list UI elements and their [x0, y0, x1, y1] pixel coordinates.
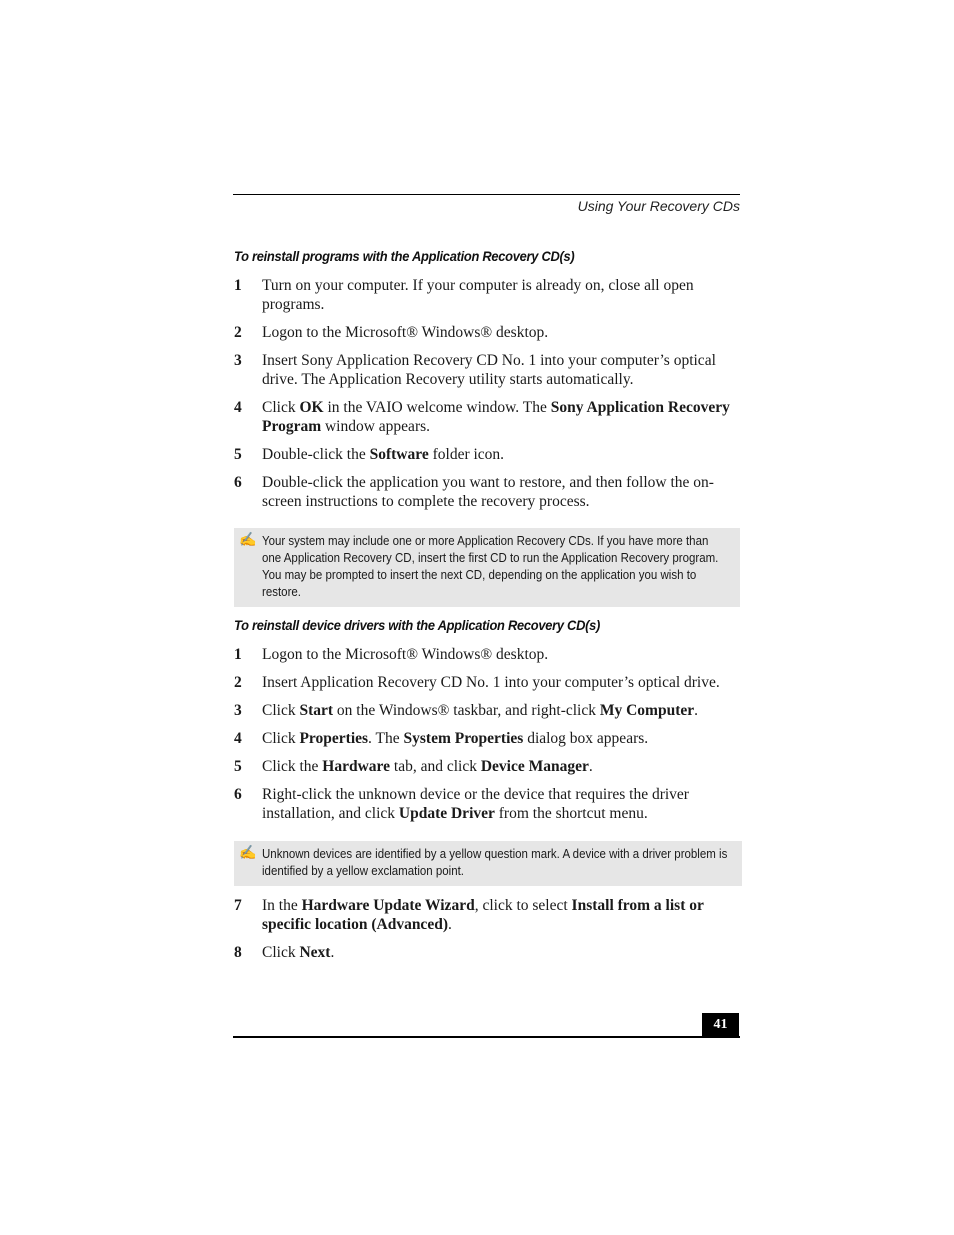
step-text [262, 324, 548, 341]
steps-programs [234, 276, 740, 511]
step-text-part: Click the [262, 758, 323, 775]
step-text-bold: Device Manager [480, 758, 589, 775]
step-text [262, 758, 593, 775]
step-text-part: window appears. [321, 418, 431, 435]
step-text-bold: Update Driver [398, 805, 495, 822]
step-number: 1 [234, 646, 242, 663]
step-text-part: on the Windows® taskbar, and right-click [333, 702, 600, 719]
step-text-bold: OK [299, 399, 324, 416]
step-number: 6 [234, 786, 242, 803]
list-item [234, 785, 740, 823]
step-number: 6 [234, 474, 242, 491]
step-text [262, 730, 648, 747]
step-text-part: Insert Sony Application Recovery CD No. 1 into your computer’s optical drive. The Application Recovery utility starts automatically. [262, 352, 716, 388]
step-text-bold: System Properties [403, 730, 524, 747]
step-text-part: Click [262, 730, 300, 747]
list-item [234, 896, 740, 934]
step-number: 1 [234, 277, 242, 294]
note-text: Your system may include one or more Application Recovery CDs. If you have more than one Application Recovery CD, insert the first CD to run the Application Recovery program. You may be prompted to insert the next CD, depending on the application you wish to restore. [262, 534, 719, 599]
step-text-part: . [588, 758, 593, 775]
step-text-part: Logon to the Microsoft® Windows® desktop. [262, 324, 549, 341]
list-item [234, 276, 740, 314]
note-box-unknown-devices [234, 841, 742, 886]
note-text: Unknown devices are identified by a yellow question mark. A device with a driver problem is identified by a yellow exclamation point. [262, 847, 728, 878]
step-text [262, 646, 548, 663]
step-text-bold: Start [299, 702, 334, 719]
list-item [234, 351, 740, 389]
step-text-part: dialog box appears. [523, 730, 649, 747]
steps-drivers-continued [234, 896, 740, 962]
list-item [234, 473, 740, 511]
list-item [234, 645, 740, 664]
step-text-part: Double-click the [262, 446, 370, 463]
step-text-part: Turn on your computer. If your computer is already on, close all open programs. [262, 277, 694, 313]
list-item [234, 943, 740, 962]
step-text-part: from the shortcut menu. [494, 805, 648, 822]
step-text-bold: Hardware [322, 758, 391, 775]
step-number: 7 [234, 897, 242, 914]
step-number: 4 [234, 399, 242, 416]
step-text-part: Logon to the Microsoft® Windows® desktop. [262, 646, 549, 663]
step-number: 2 [234, 324, 242, 341]
step-text [262, 944, 334, 961]
step-text [262, 446, 504, 463]
step-text-bold: Properties [299, 730, 369, 747]
list-item [234, 757, 740, 776]
step-text-part: In the [262, 897, 302, 914]
step-text-bold: Software [369, 446, 429, 463]
step-text-part: tab, and click [390, 758, 481, 775]
step-text-part: Double-click the application you want to restore, and then follow the on-screen instructions to complete the recovery process. [262, 474, 714, 510]
step-text-bold: Hardware Update Wizard [301, 897, 475, 914]
step-text-part: folder icon. [428, 446, 505, 463]
step-text-bold: Sony Application Recovery Program [262, 399, 730, 435]
step-text [262, 897, 704, 933]
step-text-part: Insert Application Recovery CD No. 1 into your computer’s optical drive. [262, 674, 720, 691]
list-item [234, 445, 740, 464]
step-text-part: in the VAIO welcome window. The [323, 399, 551, 416]
step-text-part: Right-click the unknown device or the device that requires the driver installation, and click [262, 786, 689, 822]
list-item [234, 323, 740, 342]
step-number: 3 [234, 352, 242, 369]
note-box-recovery-cds [234, 528, 740, 607]
step-text-part: . The [368, 730, 404, 747]
pen-icon: ✍ [239, 531, 257, 547]
step-text [262, 399, 730, 435]
list-item [234, 729, 740, 748]
step-text-part: , click to select [474, 897, 572, 914]
step-text-part: Click [262, 702, 300, 719]
step-text [262, 786, 689, 822]
step-text-part: . [447, 916, 452, 933]
list-item [234, 701, 740, 720]
pen-icon: ✍ [239, 844, 257, 860]
step-number: 3 [234, 702, 242, 719]
step-text [262, 352, 716, 388]
step-text-part: Click [262, 944, 300, 961]
step-text [262, 277, 694, 313]
step-text-part: Click [262, 399, 300, 416]
list-item [234, 398, 740, 436]
step-number: 2 [234, 674, 242, 691]
section-heading-drivers: To reinstall device drivers with the Application Recovery CD(s) [234, 617, 601, 633]
list-item [234, 673, 740, 692]
step-text-part: . [330, 944, 335, 961]
page-number: 41 [702, 1013, 739, 1036]
step-number: 4 [234, 730, 242, 747]
section-heading-programs: To reinstall programs with the Application Recovery CD(s) [234, 248, 575, 264]
step-text-part: . [694, 702, 699, 719]
header-rule [233, 194, 740, 195]
step-number: 5 [234, 446, 242, 463]
running-header: Using Your Recovery CDs [577, 198, 740, 214]
step-number: 5 [234, 758, 242, 775]
step-number: 8 [234, 944, 242, 961]
steps-drivers [234, 645, 740, 823]
footer-rule [233, 1036, 740, 1038]
step-text [262, 702, 698, 719]
step-text [262, 674, 720, 691]
step-text [262, 474, 714, 510]
step-text-bold: My Computer [599, 702, 695, 719]
step-text-bold: Install from a list or specific location (Advanced) [262, 897, 704, 933]
step-text-bold: Next [299, 944, 331, 961]
